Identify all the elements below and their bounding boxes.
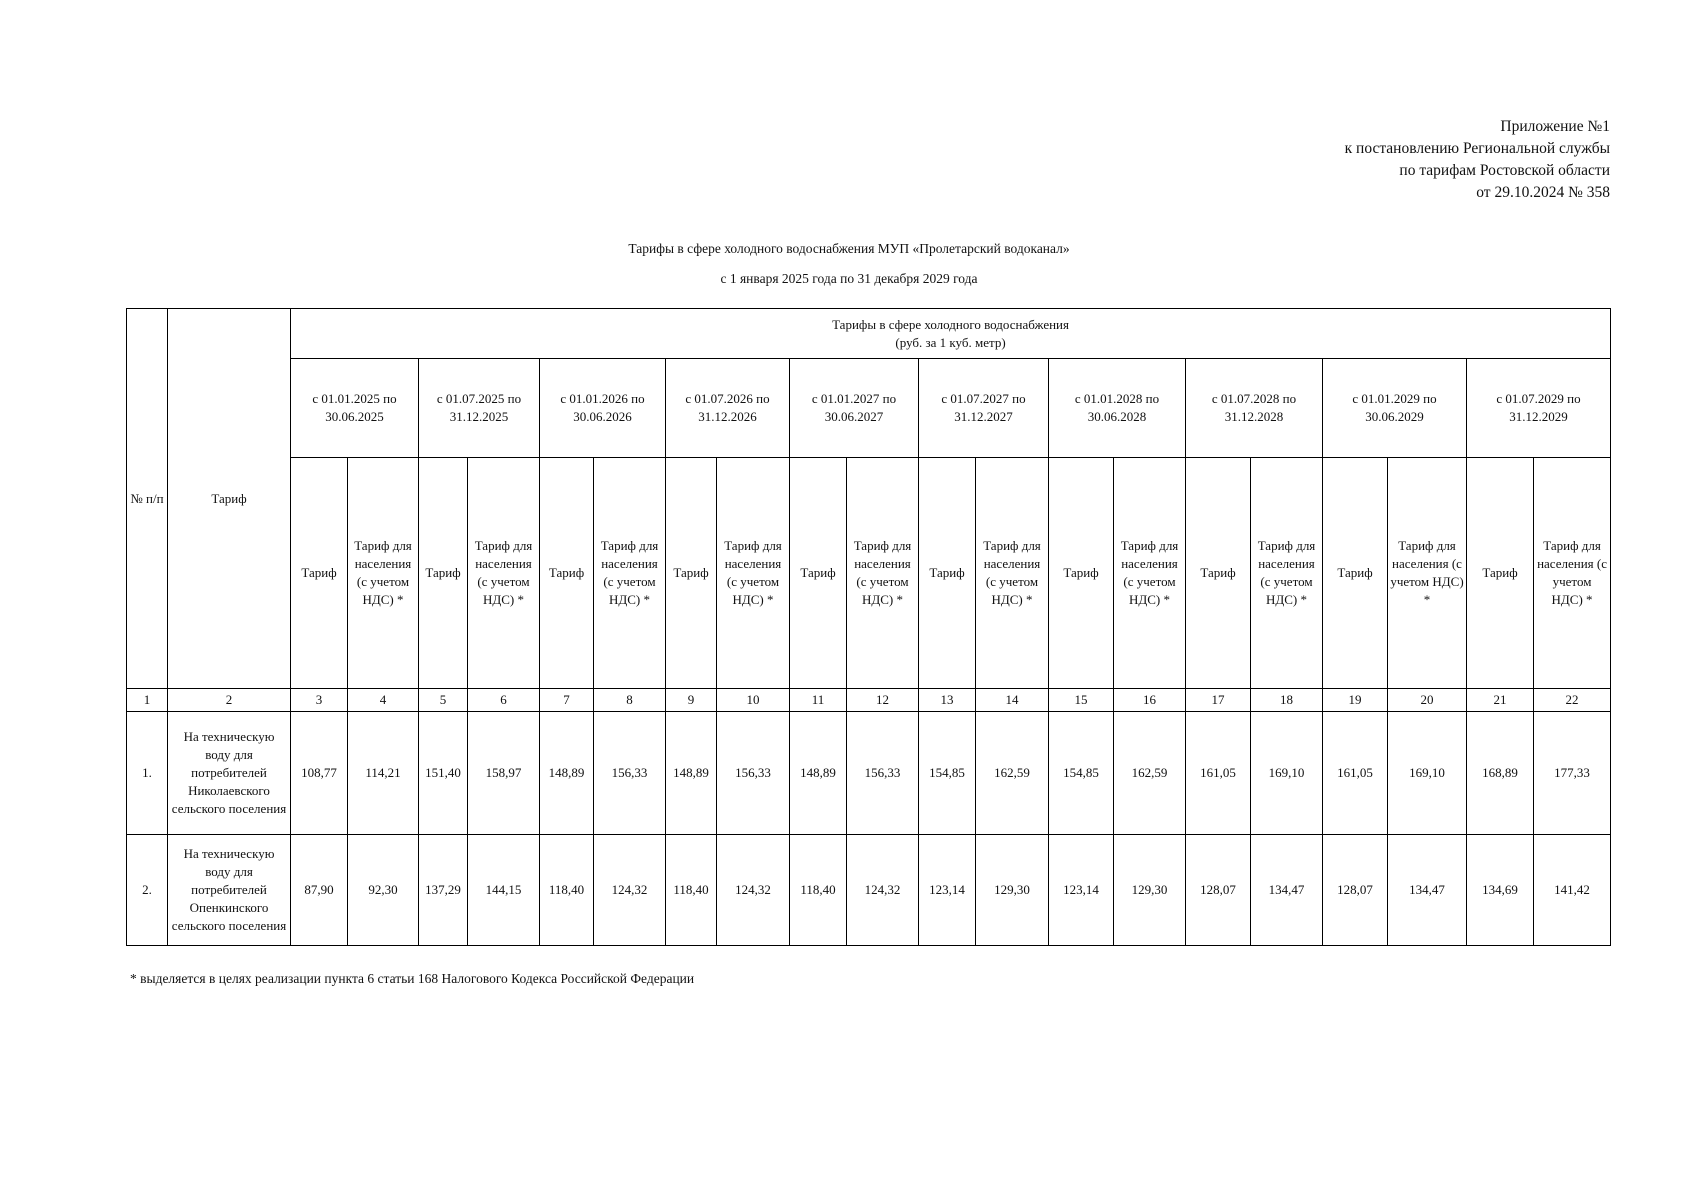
header-sub-population: Тариф для населения (с учетом НДС) * — [348, 458, 419, 689]
appendix-line: по тарифам Ростовской области — [1399, 162, 1610, 179]
value-cell: 161,05 — [1323, 712, 1388, 835]
value-cell: 118,40 — [540, 835, 594, 946]
column-number: 11 — [790, 689, 847, 712]
header-period — [1049, 359, 1186, 458]
value-cell: 129,30 — [1114, 835, 1186, 946]
header-period — [919, 359, 1049, 458]
header-period — [1323, 359, 1467, 458]
column-number: 13 — [919, 689, 976, 712]
value-cell: 156,33 — [847, 712, 919, 835]
column-number: 5 — [419, 689, 468, 712]
column-number: 12 — [847, 689, 919, 712]
appendix-line: Приложение №1 — [1500, 118, 1610, 135]
value-cell: 156,33 — [717, 712, 790, 835]
period-end: 30.06.2026 — [573, 409, 632, 424]
column-number: 16 — [1114, 689, 1186, 712]
value-cell: 123,14 — [919, 835, 976, 946]
value-cell: 169,10 — [1251, 712, 1323, 835]
tariff-table — [126, 308, 1611, 946]
appendix-block — [1345, 116, 1610, 204]
header-tariff: Тариф — [168, 309, 291, 689]
column-number: 17 — [1186, 689, 1251, 712]
value-cell: 154,85 — [919, 712, 976, 835]
column-number: 15 — [1049, 689, 1114, 712]
period-start: с 01.01.2025 по — [312, 391, 397, 406]
column-number: 4 — [348, 689, 419, 712]
header-sub-population: Тариф для населения (с учетом НДС) * — [1388, 458, 1467, 689]
value-cell: 118,40 — [666, 835, 717, 946]
value-cell: 129,30 — [976, 835, 1049, 946]
header-sub-population: Тариф для населения (с учетом НДС) * — [847, 458, 919, 689]
value-cell: 141,42 — [1534, 835, 1611, 946]
header-sub-tariff: Тариф — [790, 458, 847, 689]
table-row — [127, 835, 1611, 946]
period-end: 30.06.2027 — [824, 409, 884, 424]
value-cell: 158,97 — [468, 712, 540, 835]
value-cell: 148,89 — [790, 712, 847, 835]
value-cell: 144,15 — [468, 835, 540, 946]
period-start: с 01.07.2029 по — [1496, 391, 1581, 406]
header-period — [1467, 359, 1611, 458]
column-number: 1 — [127, 689, 168, 712]
column-number: 19 — [1323, 689, 1388, 712]
value-cell: 162,59 — [1114, 712, 1186, 835]
header-sub-population: Тариф для населения (с учетом НДС) * — [976, 458, 1049, 689]
header-sub-population: Тариф для населения (с учетом НДС) * — [1534, 458, 1611, 689]
column-number: 20 — [1388, 689, 1467, 712]
period-end: 30.06.2029 — [1365, 409, 1424, 424]
column-number: 7 — [540, 689, 594, 712]
value-cell: 87,90 — [291, 835, 348, 946]
header-main — [291, 309, 1611, 359]
value-cell: 137,29 — [419, 835, 468, 946]
period-start: с 01.01.2029 по — [1352, 391, 1437, 406]
value-cell: 134,69 — [1467, 835, 1534, 946]
value-cell: 148,89 — [540, 712, 594, 835]
header-main-line1: Тарифы в сфере холодного водоснабжения — [832, 316, 1069, 332]
value-cell: 118,40 — [790, 835, 847, 946]
period-start: с 01.01.2026 по — [560, 391, 645, 406]
value-cell: 123,14 — [1049, 835, 1114, 946]
row-name: На техническую воду для потребителей Опенкинского сельского поселения — [168, 835, 291, 946]
header-sub-tariff: Тариф — [1186, 458, 1251, 689]
header-sub-tariff: Тариф — [1323, 458, 1388, 689]
value-cell: 169,10 — [1388, 712, 1467, 835]
header-period — [419, 359, 540, 458]
footnote: * выделяется в целях реализации пункта 6 статьи 168 Налогового Кодекса Российской Федерации — [130, 971, 695, 986]
document-subtitle: с 1 января 2025 года по 31 декабря 2029 года — [720, 271, 978, 286]
column-number: 9 — [666, 689, 717, 712]
column-number: 22 — [1534, 689, 1611, 712]
period-start: с 01.01.2027 по — [811, 391, 897, 406]
value-cell: 134,47 — [1388, 835, 1467, 946]
header-sub-tariff: Тариф — [419, 458, 468, 689]
row-number: 2. — [127, 835, 168, 946]
value-cell: 128,07 — [1186, 835, 1251, 946]
period-start: с 01.07.2025 по — [436, 391, 522, 406]
value-cell: 177,33 — [1534, 712, 1611, 835]
column-number: 21 — [1467, 689, 1534, 712]
period-start: с 01.07.2027 по — [941, 391, 1026, 406]
period-start: с 01.07.2026 по — [685, 391, 770, 406]
header-sub-population: Тариф для населения (с учетом НДС) * — [468, 458, 540, 689]
row-number: 1. — [127, 712, 168, 835]
appendix-line: от 29.10.2024 № 358 — [1476, 184, 1610, 201]
column-number: 3 — [291, 689, 348, 712]
column-number: 10 — [717, 689, 790, 712]
period-end: 31.12.2028 — [1224, 409, 1284, 424]
period-end: 30.06.2028 — [1087, 409, 1147, 424]
period-end: 31.12.2027 — [954, 409, 1013, 424]
header-period — [1186, 359, 1323, 458]
header-sub-tariff: Тариф — [291, 458, 348, 689]
header-sub-population: Тариф для населения (с учетом НДС) * — [717, 458, 790, 689]
header-period — [291, 359, 419, 458]
value-cell: 128,07 — [1323, 835, 1388, 946]
header-sub-tariff: Тариф — [1049, 458, 1114, 689]
value-cell: 124,32 — [847, 835, 919, 946]
value-cell: 134,47 — [1251, 835, 1323, 946]
document-title: Тарифы в сфере холодного водоснабжения МУП «Пролетарский водоканал» — [628, 241, 1070, 256]
value-cell: 168,89 — [1467, 712, 1534, 835]
value-cell: 108,77 — [291, 712, 348, 835]
header-period — [790, 359, 919, 458]
column-number: 14 — [976, 689, 1049, 712]
value-cell: 124,32 — [717, 835, 790, 946]
header-period — [540, 359, 666, 458]
value-cell: 161,05 — [1186, 712, 1251, 835]
appendix-line: к постановлению Региональной службы — [1344, 140, 1610, 157]
period-end: 31.12.2029 — [1509, 409, 1568, 424]
table-row — [127, 712, 1611, 835]
header-sub-population: Тариф для населения (с учетом НДС) * — [1114, 458, 1186, 689]
column-number: 8 — [594, 689, 666, 712]
period-end: 31.12.2026 — [698, 409, 757, 424]
row-name: На техническую воду для потребителей Николаевского сельского поселения — [168, 712, 291, 835]
header-sub-tariff: Тариф — [666, 458, 717, 689]
period-start: с 01.01.2028 по — [1074, 391, 1160, 406]
period-end: 31.12.2025 — [449, 409, 509, 424]
value-cell: 114,21 — [348, 712, 419, 835]
value-cell: 162,59 — [976, 712, 1049, 835]
header-sub-tariff: Тариф — [1467, 458, 1534, 689]
header-sub-tariff: Тариф — [919, 458, 976, 689]
header-main-line2: (руб. за 1 куб. метр) — [895, 334, 1006, 350]
header-row-number: № п/п — [127, 309, 168, 689]
value-cell: 151,40 — [419, 712, 468, 835]
value-cell: 156,33 — [594, 712, 666, 835]
header-sub-tariff: Тариф — [540, 458, 594, 689]
value-cell: 154,85 — [1049, 712, 1114, 835]
value-cell: 124,32 — [594, 835, 666, 946]
period-end: 30.06.2025 — [325, 409, 384, 424]
value-cell: 148,89 — [666, 712, 717, 835]
header-period — [666, 359, 790, 458]
period-start: с 01.07.2028 по — [1211, 391, 1297, 406]
column-number: 6 — [468, 689, 540, 712]
column-number: 18 — [1251, 689, 1323, 712]
value-cell: 92,30 — [348, 835, 419, 946]
column-number: 2 — [168, 689, 291, 712]
header-sub-population: Тариф для населения (с учетом НДС) * — [1251, 458, 1323, 689]
header-sub-population: Тариф для населения (с учетом НДС) * — [594, 458, 666, 689]
